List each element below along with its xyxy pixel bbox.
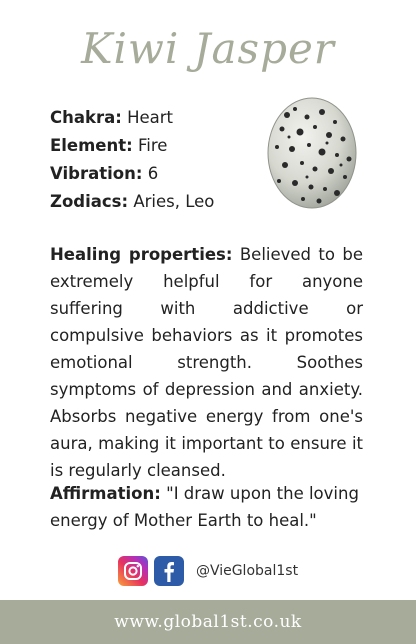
attr-chakra: [50, 104, 214, 132]
affirmation-label: Affirmation:: [50, 484, 161, 503]
affirmation-text: "I draw upon the loving energy of Mother Earth to heal.": [50, 484, 359, 530]
attr-label: Vibration:: [50, 164, 143, 183]
social-handle[interactable]: @VieGlobal1st: [195, 563, 299, 579]
attr-value: Aries, Leo: [128, 192, 215, 211]
attr-value: Heart: [121, 108, 174, 127]
page-title: Kiwi Jasper: [81, 24, 335, 73]
attr-element: [50, 132, 214, 160]
affirmation: [50, 480, 363, 534]
attr-vibration: [50, 160, 214, 188]
facebook-icon[interactable]: [154, 556, 184, 586]
healing-text: Believed to be extremely helpful for anyone suffering with addictive or compulsive behaviors as it promotes emotional strength. Soothes symptoms of depression and anxiety. Absorbs negative energy from one's aura, making it important to ensure it is regularly cleansed.: [50, 245, 363, 480]
attr-value: Fire: [132, 136, 168, 155]
healing-label: Healing properties:: [50, 245, 233, 264]
attr-label: Chakra:: [50, 108, 122, 127]
website-link[interactable]: www.global1st.co.uk: [114, 612, 302, 632]
attr-label: Zodiacs:: [50, 192, 129, 211]
instagram-icon[interactable]: [118, 556, 148, 586]
footer-bar: [0, 600, 416, 644]
stone-image: [267, 97, 357, 209]
attr-zodiacs: [50, 188, 214, 216]
attr-value: 6: [142, 164, 159, 183]
social-bar: [0, 555, 416, 587]
attributes-list: [50, 104, 214, 216]
healing-properties: [50, 241, 363, 484]
attr-label: Element:: [50, 136, 133, 155]
